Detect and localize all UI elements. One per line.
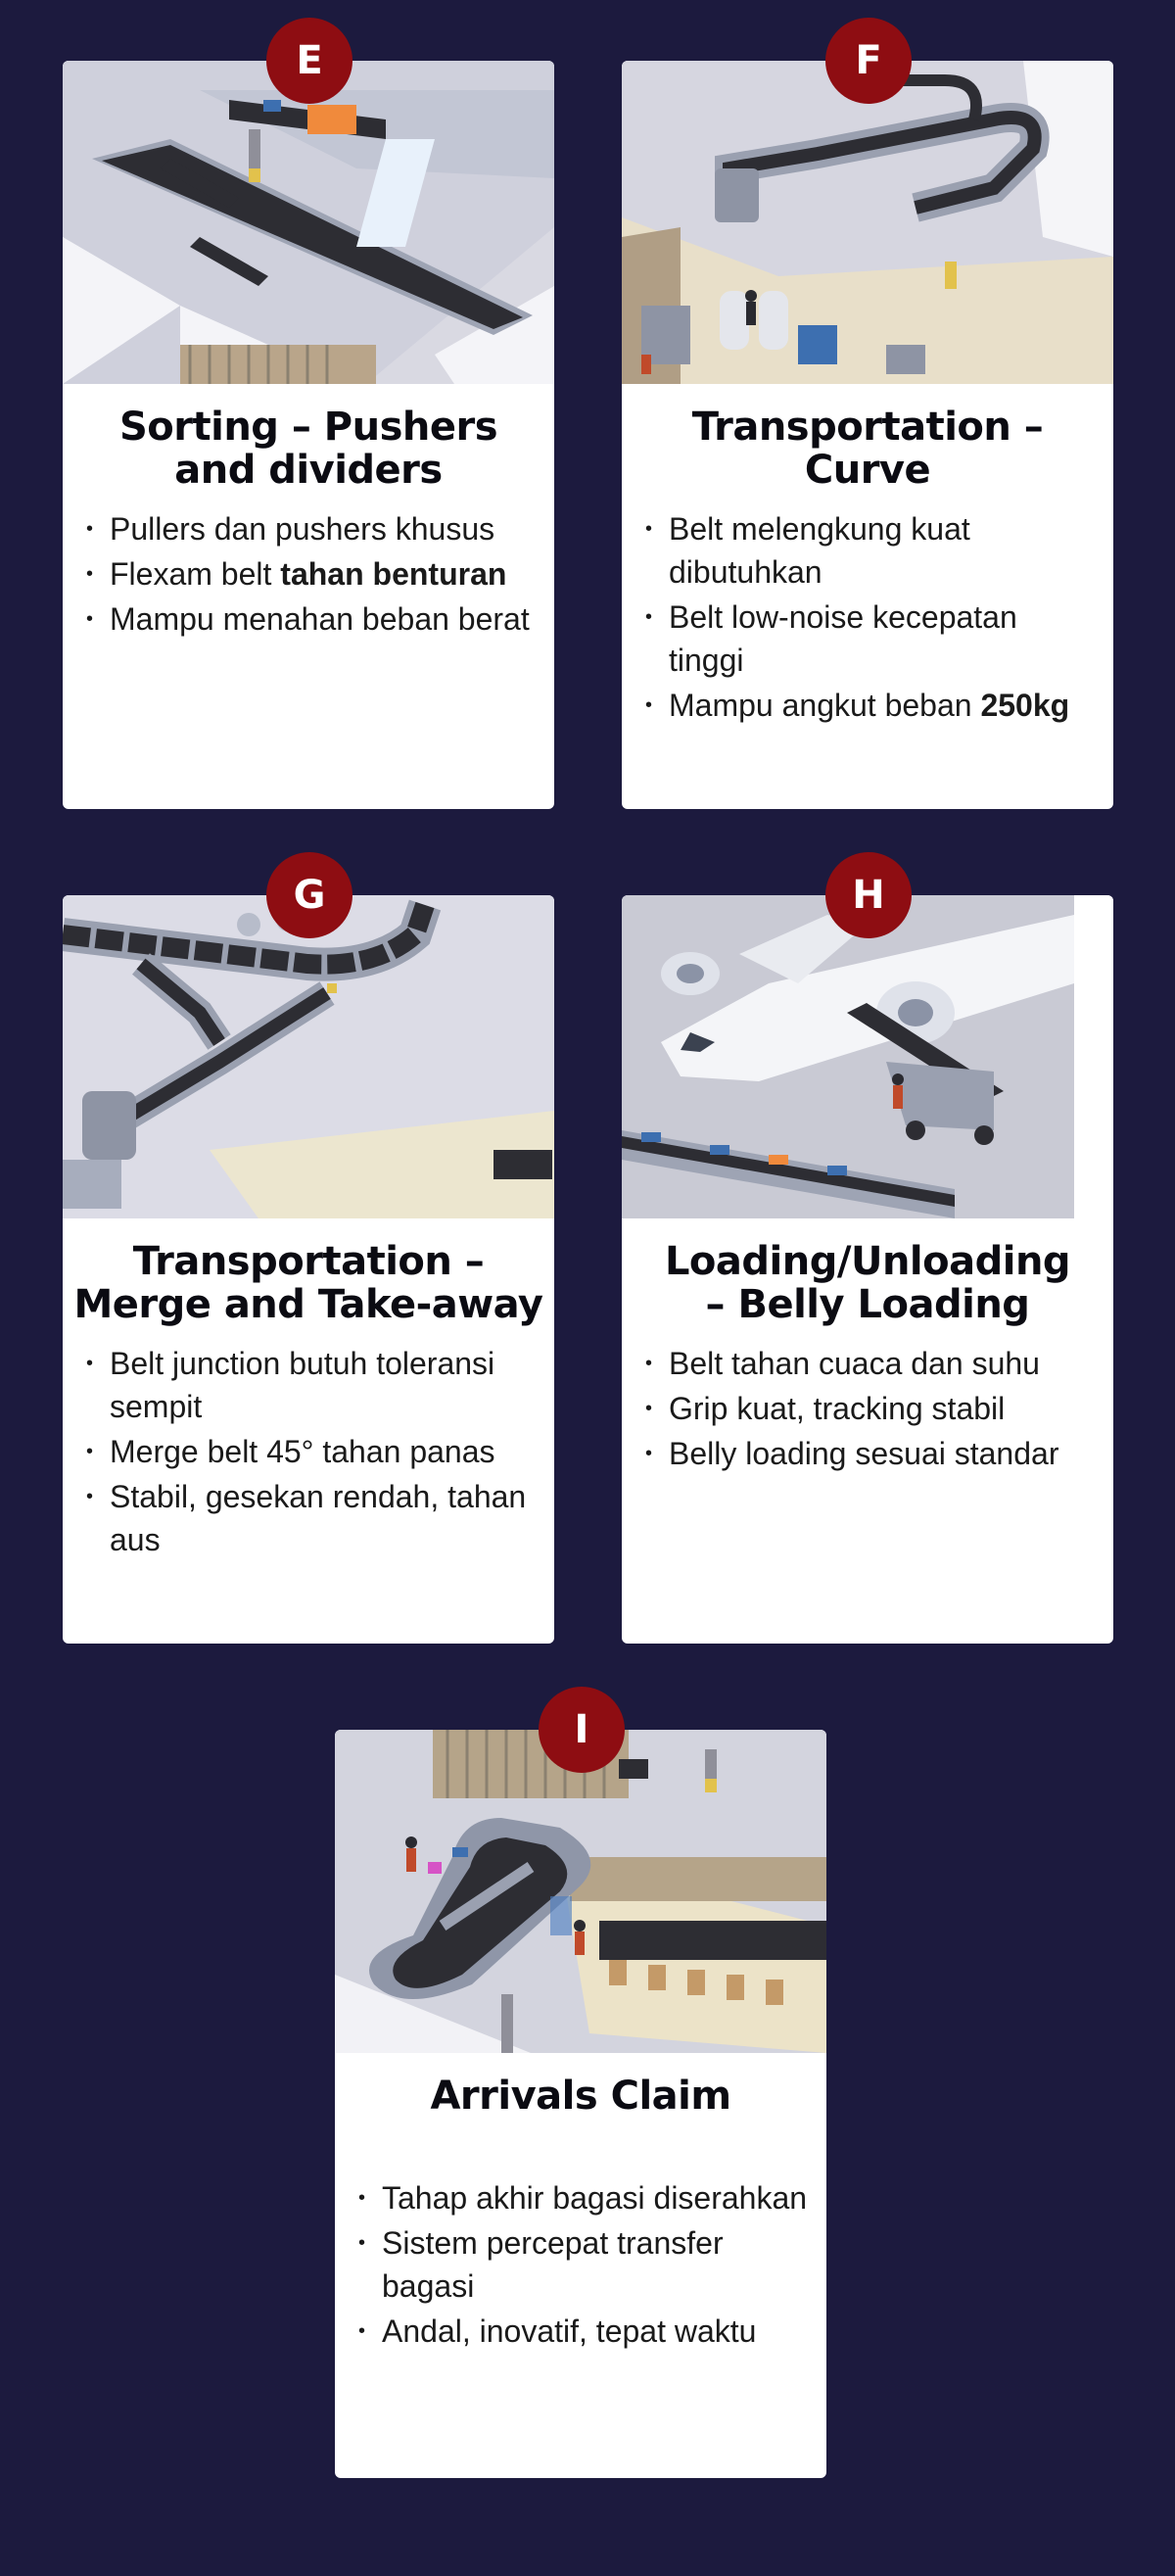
card-transportation-curve [622,38,1113,809]
curve-illustration [622,61,1113,384]
feature-item: • Andal, inovatif, tepat waktu [354,2310,811,2353]
feature-item: • Belt low-noise kecepatan tinggi [641,596,1098,682]
feature-item: • Belt tahan cuaca dan suhu [641,1342,1098,1385]
belly-loading-illustration [622,895,1113,1218]
step-badge: F [825,18,912,104]
step-badge: H [825,852,912,938]
feature-list [354,2176,811,2355]
feature-list [641,1342,1098,1477]
step-badge: G [266,852,352,938]
arrivals-illustration [335,1730,826,2053]
card-arrivals-claim [335,1707,826,2478]
feature-item: • Grip kuat, tracking stabil [641,1387,1098,1430]
feature-list [82,1342,539,1563]
feature-list [82,507,539,643]
sorting-illustration [63,61,554,384]
card-title: Arrivals Claim [430,2074,731,2119]
feature-item: • Belly loading sesuai standar [641,1432,1098,1475]
card-title: Sorting – Pushers and dividers [118,405,498,493]
feature-item: • Merge belt 45° tahan panas [82,1430,539,1473]
feature-item: • Belt junction butuh toleransi sempit [82,1342,539,1428]
feature-item: • Flexam belt tahan benturan [82,552,539,596]
card-title: Transportation – Merge and Take-away [73,1239,543,1327]
card-transportation-merge [63,873,554,1644]
feature-item: • Pullers dan pushers khusus [82,507,539,550]
feature-item: • Mampu menahan beban berat [82,597,539,641]
feature-item: • Mampu angkut beban 250kg [641,684,1098,727]
step-badge: E [266,18,352,104]
feature-item: • Belt melengkung kuat dibutuhkan [641,507,1098,594]
feature-list [641,507,1098,729]
merge-illustration [63,895,554,1218]
feature-item: • Tahap akhir bagasi diserahkan [354,2176,811,2219]
card-title: Transportation – Curve [691,405,1044,493]
step-badge: I [539,1687,625,1773]
card-sorting [63,38,554,809]
feature-item: • Sistem percepat transfer bagasi [354,2221,811,2308]
feature-item: • Stabil, gesekan rendah, tahan aus [82,1475,539,1561]
card-belly-loading [622,873,1113,1644]
card-title: Loading/Unloading – Belly Loading [664,1239,1071,1327]
